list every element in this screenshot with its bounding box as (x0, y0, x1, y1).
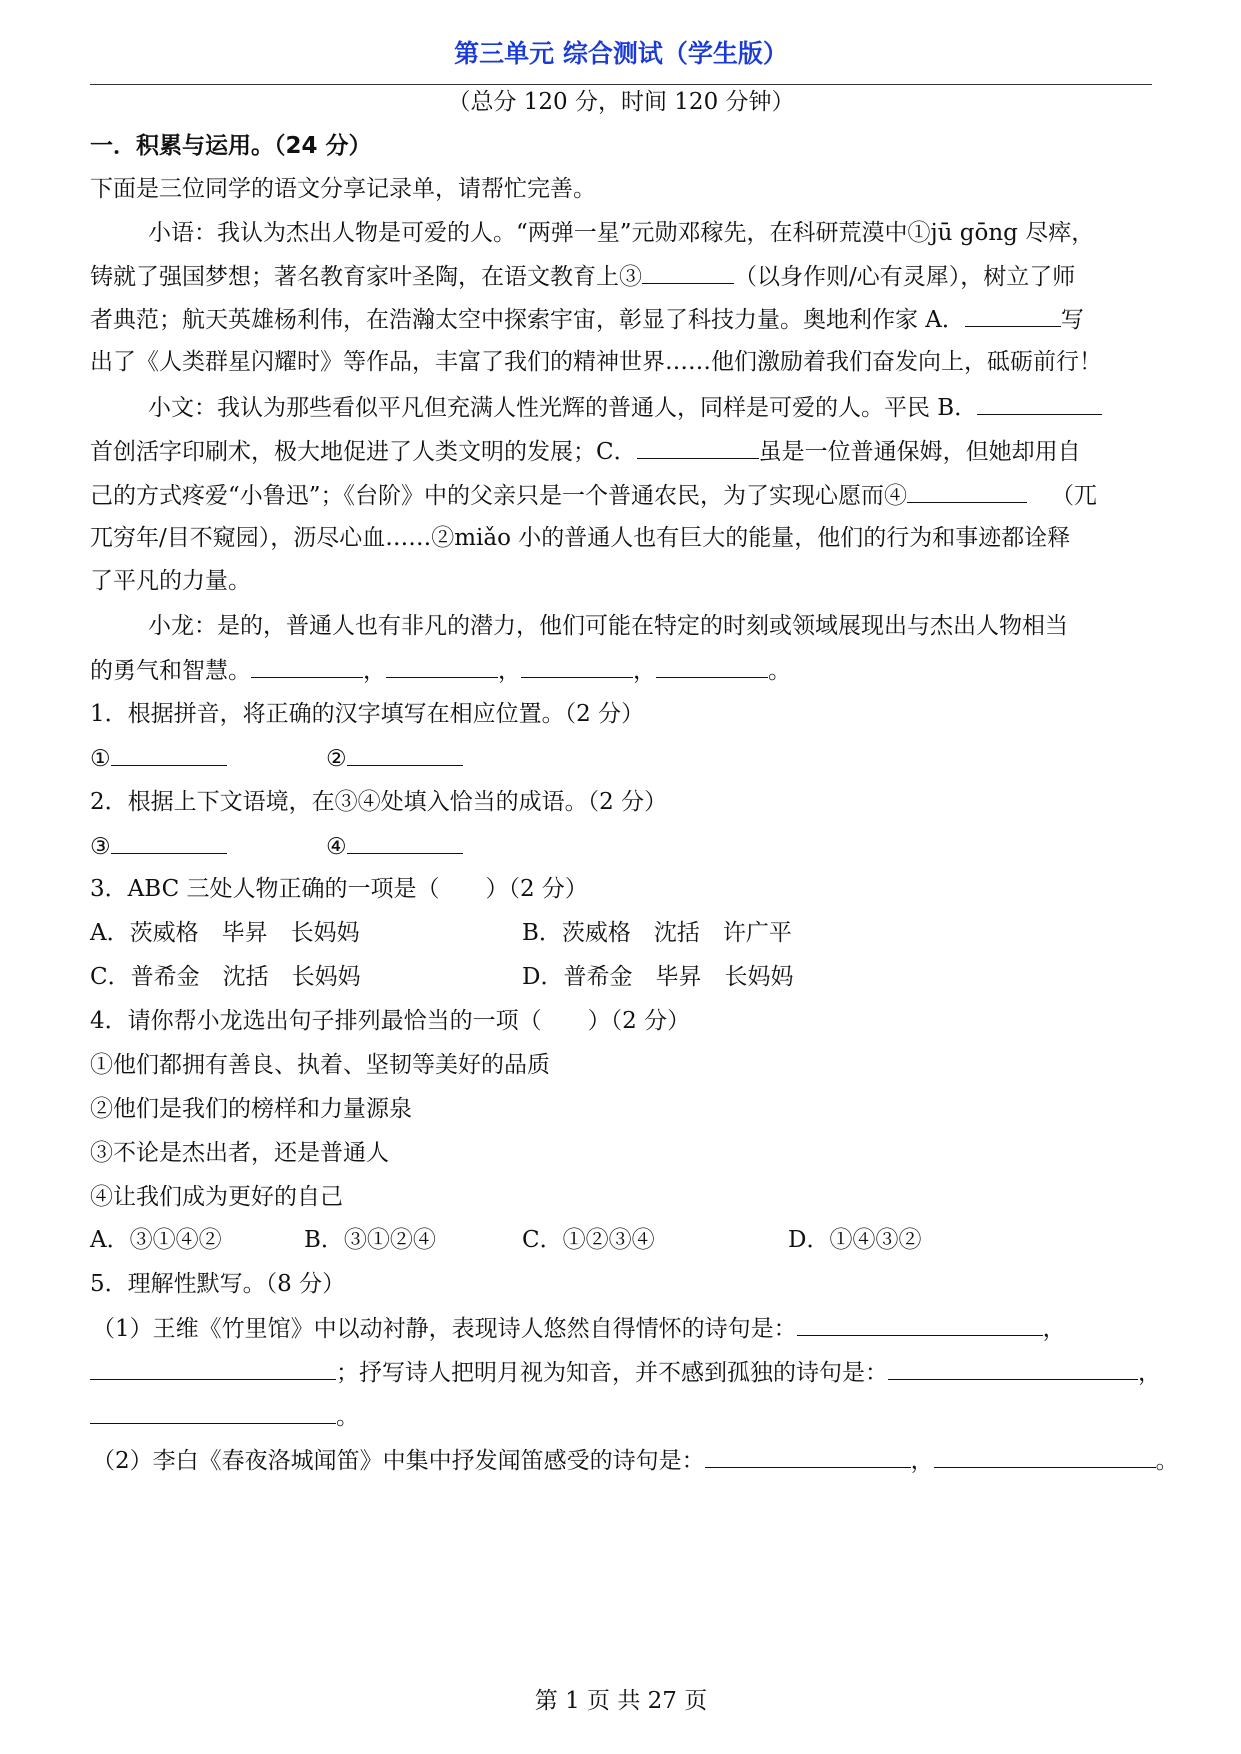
q2-blank-2[interactable] (347, 831, 463, 854)
intro-text: 下面是三位同学的语文分享记录单，请帮忙完善。 (90, 176, 596, 202)
q2-answer-2 (326, 831, 463, 862)
blank-4[interactable] (907, 480, 1027, 503)
q4-option-a[interactable]: A．③①④② (90, 1227, 222, 1253)
q1-answer-2 (326, 743, 463, 774)
exam-subtitle: （总分 120 分，时间 120 分钟） (447, 89, 795, 115)
q5-item-2-prompt: （2）李白《春夜洛城闻笛》中集中抒发闻笛感受的诗句是： (92, 1448, 705, 1474)
xiaowen-line-1-text: 小文：我认为那些看似平凡但充满人性光辉的普通人，同样是可爱的人。平民 B． (148, 395, 978, 421)
q4-option-b[interactable]: B．③①②④ (304, 1227, 436, 1253)
comma: ， (363, 658, 386, 684)
xiaowen-line-2 (90, 436, 1081, 467)
xiaoyu-line-2-text: 铸就了强国梦想；著名教育家叶圣陶，在语文教育上③ (90, 264, 642, 290)
xiaoyu-line-3-text: 者典范；航天英雄杨利伟，在浩瀚太空中探索宇宙，彰显了科技力量。奥地利作家 A． (90, 307, 965, 333)
q5-item-2-line-1 (92, 1445, 1179, 1476)
q2-marker-1: ③ (90, 834, 111, 860)
xiaolong-line-2 (90, 655, 791, 686)
q4-sentence-4: ④让我们成为更好的自己 (90, 1184, 343, 1210)
xiaowen-line-3 (90, 480, 1097, 511)
q5-item-1-prompt-2: ；抒写诗人把明月视为知音，并不感到孤独的诗句是： (336, 1360, 888, 1386)
blank-a[interactable] (965, 304, 1061, 327)
q2-answer-1 (90, 831, 227, 862)
comma: ， (633, 658, 656, 684)
section-1-title: 一．积累与运用。（24 分） (90, 133, 372, 159)
question-3: 3．ABC 三处人物正确的一项是（ ）（2 分） (90, 876, 588, 902)
q5-blank-5[interactable] (705, 1445, 911, 1468)
q5-blank-2[interactable] (90, 1357, 336, 1380)
blank-sentence-3[interactable] (521, 655, 633, 678)
xiaowen-line-3-text: 己的方式疼爱“小鲁迅”；《台阶》中的父亲只是一个普通农民，为了实现心愿而④ (90, 483, 908, 509)
period: 。 (336, 1404, 359, 1430)
q3-option-a[interactable]: A．茨威格 毕昇 长妈妈 (90, 920, 360, 946)
xiaoyu-line-3 (90, 304, 1084, 335)
q2-blank-1[interactable] (111, 831, 227, 854)
xiaowen-line-5: 了平凡的力量。 (90, 568, 251, 594)
q5-blank-1[interactable] (797, 1313, 1043, 1336)
q5-item-1-line-3 (90, 1401, 359, 1432)
q3-option-b[interactable]: B．茨威格 沈括 许广平 (522, 920, 792, 946)
q5-blank-6[interactable] (934, 1445, 1156, 1468)
q3-option-c[interactable]: C．普希金 沈括 长妈妈 (90, 964, 361, 990)
q1-blank-2[interactable] (347, 743, 463, 766)
header-divider (90, 84, 1152, 85)
q1-marker-2: ② (326, 746, 347, 772)
xiaolong-line-1: 小龙：是的，普通人也有非凡的潜力，他们可能在特定的时刻或领域展现出与杰出人物相当 (148, 613, 1068, 639)
period: 。 (1155, 1448, 1179, 1474)
xiaowen-line-2-tail: 虽是一位普通保姆，但她却用自 (758, 439, 1081, 465)
q5-item-1-line-2 (90, 1357, 1161, 1388)
blank-3[interactable] (642, 261, 734, 284)
xiaoyu-line-1: 小语：我认为杰出人物是可爱的人。“两弹一星”元勋邓稼先，在科研荒漠中①jū gōng 尽瘁， (148, 220, 1095, 246)
q5-blank-3[interactable] (888, 1357, 1138, 1380)
blank-c[interactable] (637, 436, 759, 459)
question-4: 4．请你帮小龙选出句子排列最恰当的一项（ ）（2 分） (90, 1008, 691, 1034)
q5-item-1-prompt: （1）王维《竹里馆》中以动衬静，表现诗人悠然自得情怀的诗句是： (92, 1316, 797, 1342)
blank-sentence-1[interactable] (251, 655, 363, 678)
question-5: 5．理解性默写。（8 分） (90, 1271, 346, 1297)
page-header-title: 第三单元 综合测试（学生版） (454, 39, 788, 68)
q3-option-d[interactable]: D．普希金 毕昇 长妈妈 (522, 964, 794, 990)
xiaoyu-line-4: 出了《人类群星闪耀时》等作品，丰富了我们的精神世界……他们激励着我们奋发向上，砥砺前行！ (90, 349, 1102, 375)
q4-sentence-2: ②他们是我们的榜样和力量源泉 (90, 1096, 412, 1122)
q4-sentence-3: ③不论是杰出者，还是普通人 (90, 1140, 389, 1166)
q2-marker-2: ④ (326, 834, 347, 860)
comma: ， (1138, 1360, 1161, 1386)
q5-blank-4[interactable] (90, 1401, 336, 1424)
question-1: 1．根据拼音，将正确的汉字填写在相应位置。（2 分） (90, 701, 645, 727)
xiaowen-line-1 (148, 392, 1102, 423)
q1-marker-1: ① (90, 746, 111, 772)
q1-blank-1[interactable] (111, 743, 227, 766)
comma: ， (910, 1448, 934, 1474)
blank-sentence-2[interactable] (386, 655, 498, 678)
comma: ， (1042, 1316, 1066, 1342)
q5-item-1-line-1 (92, 1313, 1066, 1344)
q1-answer-1 (90, 743, 227, 774)
page-footer: 第 1 页 共 27 页 (534, 1688, 708, 1714)
xiaolong-line-2-text: 的勇气和智慧。 (90, 658, 251, 684)
xiaoyu-line-2-tail: （以身作则/心有灵犀），树立了师 (734, 264, 1076, 290)
question-2: 2．根据上下文语境，在③④处填入恰当的成语。（2 分） (90, 789, 668, 815)
xiaowen-line-3-tail: （兀 (1051, 483, 1098, 509)
q4-option-c[interactable]: C．①②③④ (522, 1227, 655, 1253)
blank-b[interactable] (977, 392, 1102, 415)
xiaowen-line-4: 兀穷年/目不窥园），沥尽心血……②miǎo 小的普通人也有巨大的能量，他们的行为和事迹都诠释 (90, 525, 1071, 551)
q4-sentence-1: ①他们都拥有善良、执着、坚韧等美好的品质 (90, 1052, 550, 1078)
blank-sentence-4[interactable] (656, 655, 768, 678)
xiaowen-line-2-text: 首创活字印刷术，极大地促进了人类文明的发展；C． (90, 439, 637, 465)
xiaoyu-line-2 (90, 261, 1075, 292)
period: 。 (768, 658, 791, 684)
q4-option-d[interactable]: D．①④③② (788, 1227, 922, 1253)
comma: ， (498, 658, 521, 684)
xiaoyu-line-3-tail: 写 (1060, 307, 1084, 333)
